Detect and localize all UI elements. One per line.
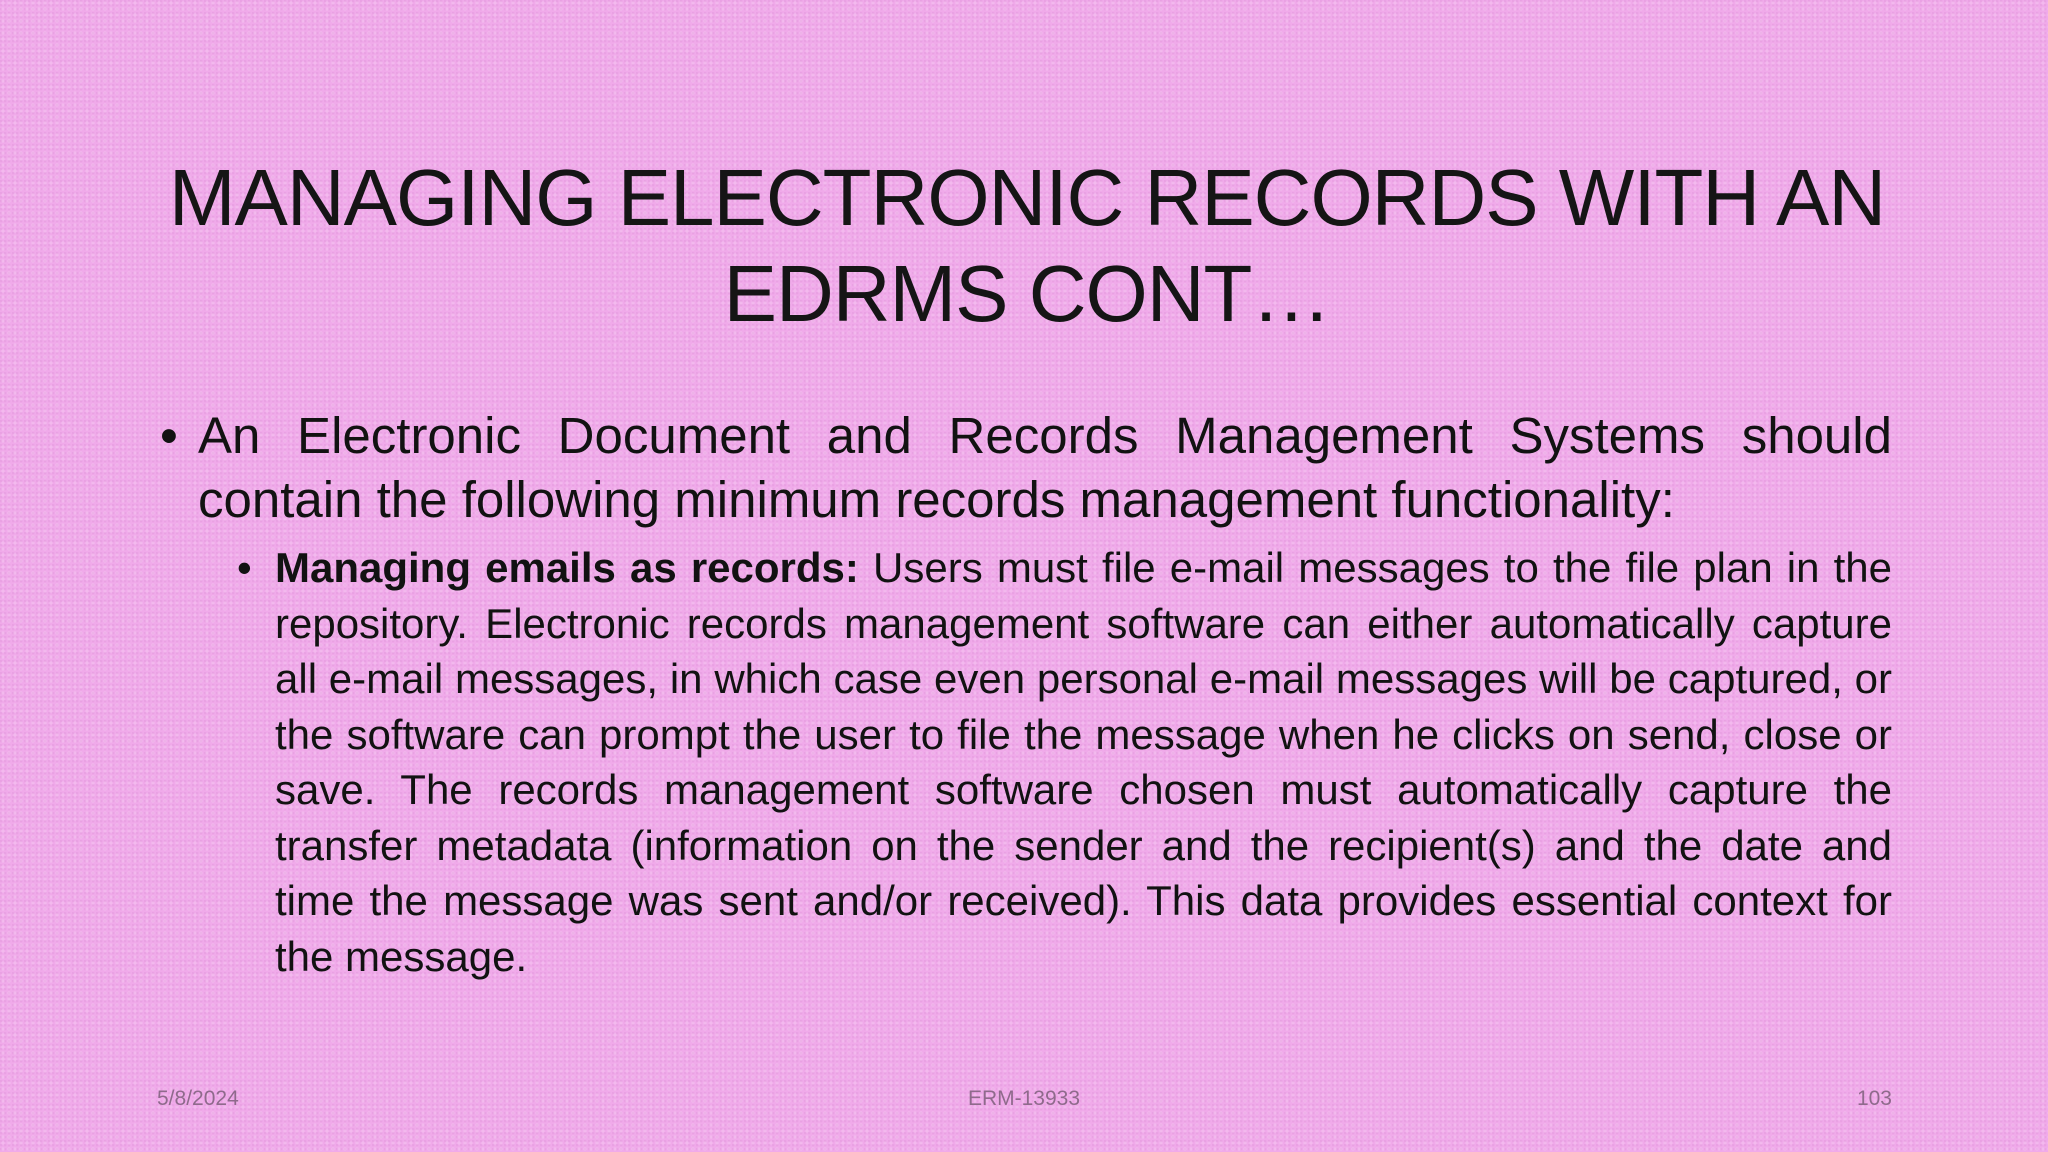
- footer-course-code: ERM-13933: [967, 1087, 1081, 1110]
- sub-bullet-lead: Managing emails as records:: [275, 544, 859, 591]
- main-bullet-text: An Electronic Document and Records Management Systems should contain the following minimum records management functionality:: [198, 407, 1892, 528]
- sub-bullet-point: [237, 540, 1892, 984]
- footer-date: 5/8/2024: [157, 1087, 239, 1110]
- slide-title: MANAGING ELECTRONIC RECORDS WITH AN EDRMS CONT…: [168, 153, 1886, 338]
- main-bullet-point: [160, 404, 1892, 532]
- footer-page-number: 103: [1856, 1087, 1892, 1110]
- sub-bullet-text: Users must file e-mail messages to the file plan in the repository. Electronic records management software can either automatically capture all e-mail messages, in which case even personal e-mail messages will be captured, or the software can prompt the user to file the message when he clicks on send, close or save. The records management software chosen must automatically capture the transfer metadata (information on the sender and the recipient(s) and the date and time the message was sent and/or received). This data provides essential context for the message.: [275, 544, 1892, 980]
- bullet-icon: •: [160, 407, 178, 464]
- sub-bullet-icon: •: [237, 544, 252, 591]
- slide-content: [160, 404, 1892, 984]
